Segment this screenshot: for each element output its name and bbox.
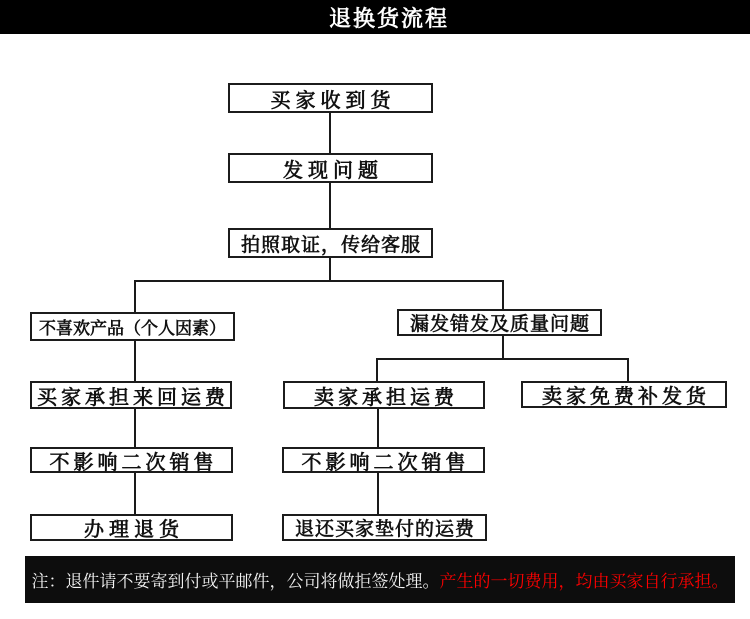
connector-line bbox=[134, 473, 136, 514]
node-wrong-missing-quality-issue: 漏发错发及质量问题 bbox=[397, 309, 602, 336]
connector-line bbox=[376, 358, 629, 360]
node-no-impact-resale-mid: 不影响二次销售 bbox=[282, 447, 485, 473]
node-dislike-personal-reason: 不喜欢产品（个人因素） bbox=[30, 312, 235, 341]
page-title: 退换货流程 bbox=[328, 6, 449, 32]
connector-line bbox=[376, 358, 378, 381]
node-problem-found: 发现问题 bbox=[228, 153, 433, 183]
node-seller-pays-shipping: 卖家承担运费 bbox=[283, 381, 485, 409]
connector-line bbox=[329, 258, 331, 282]
connector-line bbox=[377, 409, 379, 447]
footer-note-text: 注：退件请不要寄到付或平邮件，公司将做拒签处理。 bbox=[31, 572, 440, 592]
connector-line bbox=[377, 473, 379, 514]
node-no-impact-resale-left: 不影响二次销售 bbox=[30, 447, 233, 473]
connector-line bbox=[329, 183, 331, 228]
connector-line bbox=[134, 280, 504, 282]
node-buyer-pays-return-shipping: 买家承担来回运费 bbox=[30, 381, 232, 409]
node-photo-evidence-to-service: 拍照取证，传给客服 bbox=[228, 228, 433, 258]
connector-line bbox=[627, 358, 629, 381]
connector-line bbox=[134, 408, 136, 447]
connector-line bbox=[329, 112, 331, 153]
connector-line bbox=[134, 280, 136, 312]
connector-line bbox=[502, 336, 504, 360]
connector-line bbox=[502, 280, 504, 310]
node-process-return: 办理退货 bbox=[30, 514, 233, 541]
footer-note-banner bbox=[25, 556, 735, 603]
node-buyer-receives-goods: 买家收到货 bbox=[228, 83, 433, 113]
connector-line bbox=[134, 341, 136, 381]
footer-note-warning: 产生的一切费用，均由买家自行承担。 bbox=[439, 572, 729, 592]
title-banner bbox=[0, 0, 750, 34]
node-refund-buyer-advanced-shipping: 退还买家垫付的运费 bbox=[282, 514, 487, 541]
node-seller-free-reship: 卖家免费补发货 bbox=[521, 381, 727, 408]
